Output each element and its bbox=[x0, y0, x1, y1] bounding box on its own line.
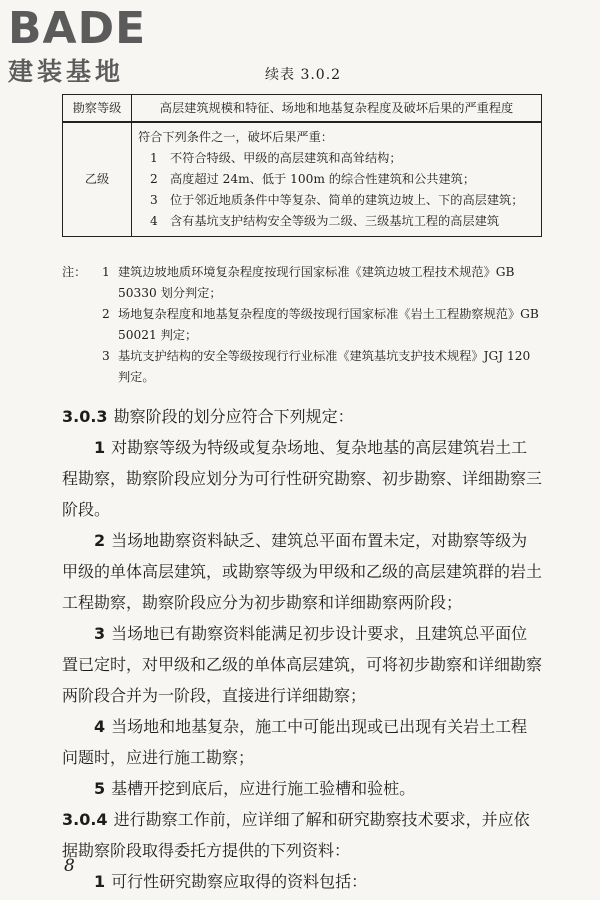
clause-body bbox=[62, 401, 542, 897]
item-number: 5 bbox=[94, 779, 106, 798]
note-number: 1 bbox=[102, 265, 110, 279]
item-text: 当场地勘察资料缺乏、建筑总平面布置未定，对勘察等级为甲级的单体高层建筑，或勘察等级为甲级和乙级的高层建筑群的岩土工程勘察，勘察阶段应分为初步勘察和详细勘察两阶段； bbox=[62, 531, 543, 612]
condition-item: 2 高度超过 24m、低于 100m 的综合性建筑和公共建筑； bbox=[150, 172, 476, 186]
header-grade: 勘察等级 bbox=[63, 95, 132, 123]
note-number: 2 bbox=[102, 307, 110, 321]
note-number: 3 bbox=[102, 349, 110, 363]
clause-item bbox=[62, 432, 542, 525]
table-caption: 续表 3.0.2 bbox=[265, 67, 342, 83]
header-description: 高层建筑规模和特征、场地和地基复杂程度及破坏后果的严重程度 bbox=[132, 95, 542, 123]
logo bbox=[8, 4, 178, 94]
note-text: 基坑支护结构的安全等级按现行行业标准《建筑基坑支护技术规程》JGJ 120 判定。 bbox=[118, 349, 531, 384]
logo-wordmark: BADE bbox=[8, 3, 147, 54]
item-text: 对勘察等级为特级或复杂场地、复杂地基的高层建筑岩土工程勘察，勘察阶段应划分为可行性研究勘察、初步勘察、详细勘察三阶段。 bbox=[62, 438, 543, 519]
table-notes bbox=[62, 262, 544, 388]
note-item bbox=[62, 346, 544, 388]
grade-conditions bbox=[132, 122, 542, 237]
item-number: 1 bbox=[94, 438, 106, 457]
clause-item bbox=[62, 711, 542, 773]
table-header-row bbox=[63, 95, 542, 123]
clause-number: 3.0.3 bbox=[62, 407, 108, 426]
clause-3-0-3 bbox=[62, 401, 542, 432]
clause-number: 3.0.4 bbox=[62, 810, 108, 829]
item-number: 3 bbox=[94, 624, 106, 643]
grade-value: 乙级 bbox=[63, 122, 132, 237]
clause-title: 勘察阶段的划分应符合下列规定： bbox=[113, 407, 354, 426]
page-number: 8 bbox=[64, 856, 75, 876]
clause-title: 进行勘察工作前，应详细了解和研究勘察技术要求，并应依据勘察阶段取得委托方提供的下列资料： bbox=[62, 810, 530, 860]
note-item bbox=[62, 304, 544, 346]
condition-item: 4 含有基坑支护结构安全等级为二级、三级基坑工程的高层建筑 bbox=[150, 214, 500, 228]
item-text: 当场地和地基复杂，施工中可能出现或已出现有关岩土工程问题时，应进行施工勘察； bbox=[62, 717, 528, 767]
notes-label: 注： bbox=[62, 265, 87, 279]
conditions-intro: 符合下列条件之一，破坏后果严重： bbox=[138, 130, 333, 144]
item-text: 可行性研究勘察应取得的资料包括： bbox=[111, 872, 368, 891]
survey-grade-table bbox=[62, 94, 542, 237]
clause-item bbox=[62, 525, 542, 618]
note-item bbox=[62, 262, 544, 304]
clause-item bbox=[62, 618, 542, 711]
item-text: 当场地已有勘察资料能满足初步设计要求，且建筑总平面位置已定时，对甲级和乙级的单体高层建筑，可将初步勘察和详细勘察两阶段合并为一阶段，直接进行详细勘察； bbox=[62, 624, 543, 705]
item-number: 2 bbox=[94, 531, 106, 550]
item-number: 4 bbox=[94, 717, 106, 736]
item-number: 1 bbox=[94, 872, 106, 891]
note-text: 场地复杂程度和地基复杂程度的等级按现行国家标准《岩土工程勘察规范》GB 50021 判定； bbox=[118, 307, 539, 342]
logo-subtitle: 建装基地 bbox=[8, 57, 125, 86]
condition-item: 1 不符合特级、甲级的高层建筑和高耸结构； bbox=[150, 151, 402, 165]
clause-3-0-4 bbox=[62, 804, 542, 866]
item-text: 基槽开挖到底后，应进行施工验槽和验桩。 bbox=[111, 779, 416, 798]
clause-item bbox=[62, 773, 542, 804]
clause-item bbox=[62, 866, 542, 897]
note-text: 建筑边坡地质环境复杂程度按现行国家标准《建筑边坡工程技术规范》GB 50330 划分判定； bbox=[118, 265, 515, 300]
table-row bbox=[63, 122, 542, 237]
condition-item: 3 位于邻近地质条件中等复杂、简单的建筑边坡上、下的高层建筑； bbox=[150, 193, 524, 207]
